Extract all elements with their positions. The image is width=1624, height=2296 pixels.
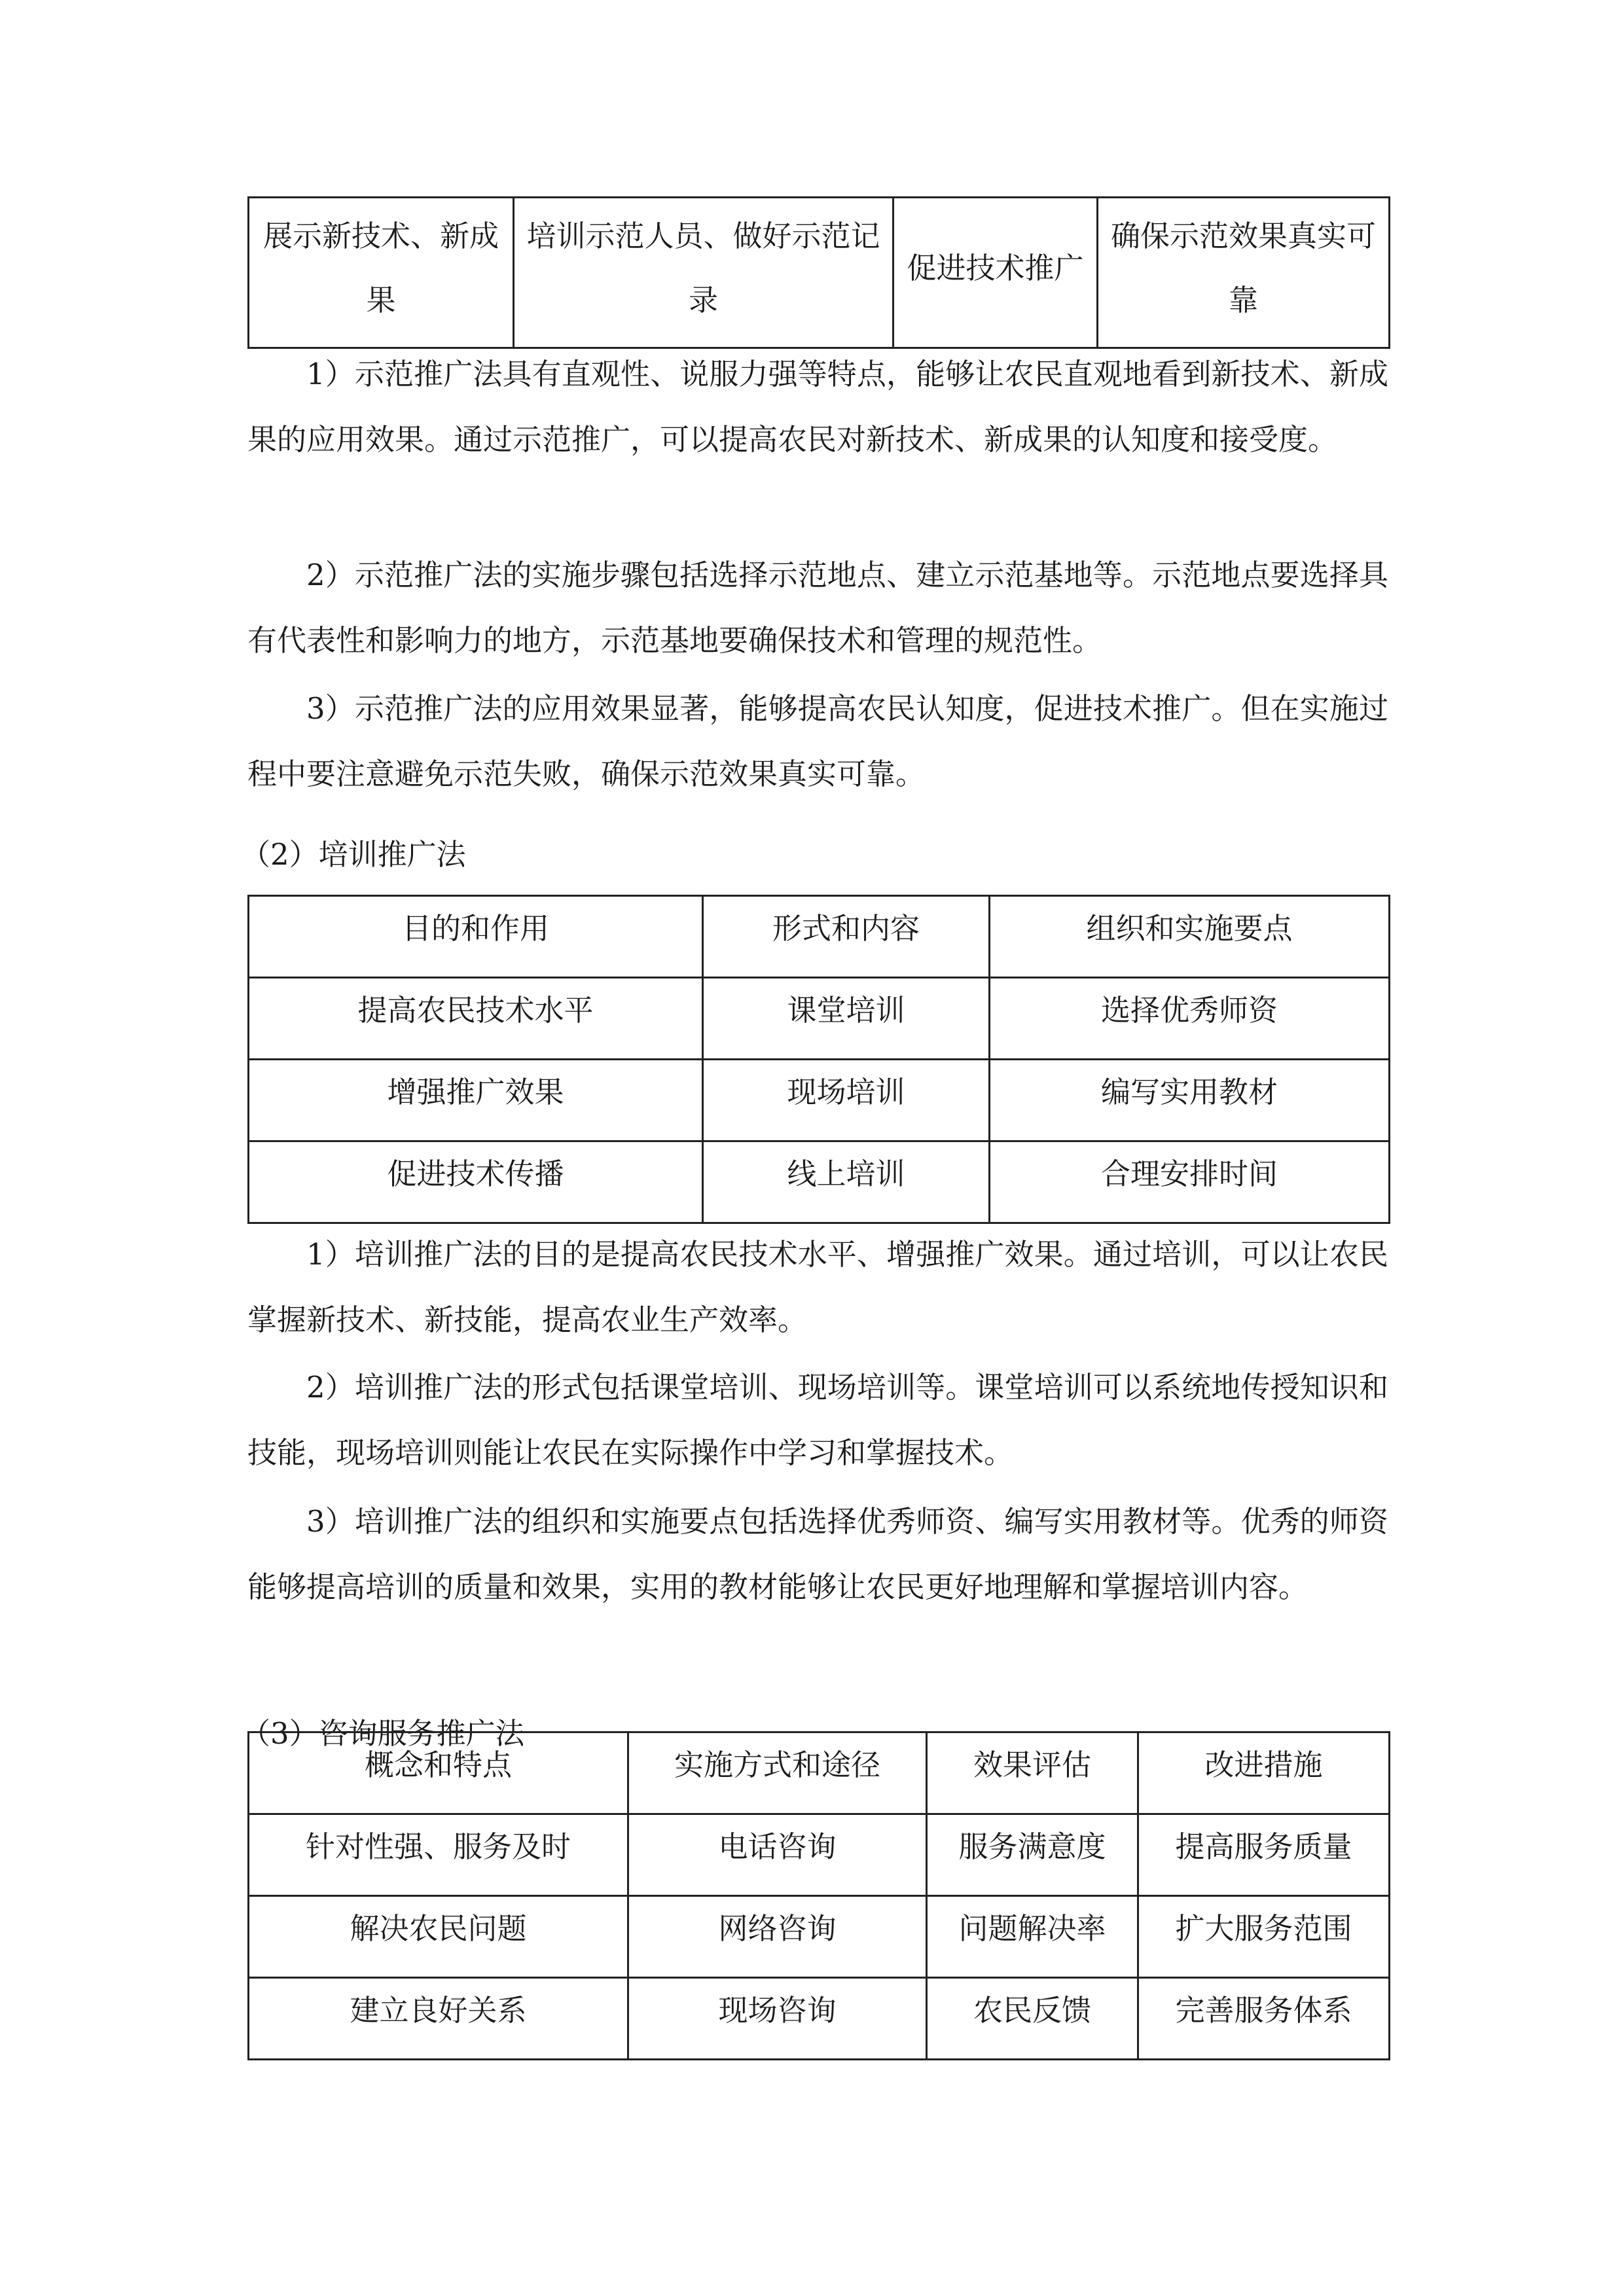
table-cell: 现场培训 — [703, 1060, 990, 1141]
table-cell: 提高服务质量 — [1138, 1814, 1390, 1896]
paragraph: 3）培训推广法的组织和实施要点包括选择优秀师资、编写实用教材等。优秀的师资能够提高培训的质量和效果，实用的教材能够让农民更好地理解和掌握培训内容。 — [247, 1504, 1388, 1604]
table-row — [249, 198, 1390, 348]
table-cell: 建立良好关系 — [249, 1978, 628, 2060]
table-cell: 扩大服务范围 — [1138, 1896, 1390, 1978]
table-cell: 服务满意度 — [927, 1814, 1138, 1896]
section-heading-training: （2）培训推广法 — [241, 837, 466, 872]
training-table — [247, 895, 1390, 1224]
table-row — [249, 978, 1390, 1060]
table-cell: 促进技术传播 — [249, 1141, 703, 1223]
paragraph: 2）培训推广法的形式包括课堂培训、现场培训等。课堂培训可以系统地传授知识和技能，现场培训则能让农民在实际操作中学习和掌握技术。 — [247, 1370, 1388, 1470]
table-cell: 增强推广效果 — [249, 1060, 703, 1141]
table-cell: 合理安排时间 — [990, 1141, 1390, 1223]
paragraph: 1）培训推广法的目的是提高农民技术水平、增强推广效果。通过培训，可以让农民掌握新技术、新技能，提高农业生产效率。 — [247, 1237, 1388, 1337]
table-row — [249, 1060, 1390, 1141]
table-cell: 编写实用教材 — [990, 1060, 1390, 1141]
column-header: 概念和特点 — [249, 1732, 628, 1814]
paragraph: 2）示范推广法的实施步骤包括选择示范地点、建立示范基地等。示范地点要选择具有代表性和影响力的地方，示范基地要确保技术和管理的规范性。 — [247, 558, 1388, 658]
table-cell: 完善服务体系 — [1138, 1978, 1390, 2060]
paragraph: 3）示范推广法的应用效果显著，能够提高农民认知度，促进技术推广。但在实施过程中要注意避免示范失败，确保示范效果真实可靠。 — [247, 691, 1388, 791]
column-header: 效果评估 — [927, 1732, 1138, 1814]
column-header: 实施方式和途径 — [628, 1732, 927, 1814]
column-header: 改进措施 — [1138, 1732, 1390, 1814]
table-cell: 提高农民技术水平 — [249, 978, 703, 1060]
table-cell: 课堂培训 — [703, 978, 990, 1060]
table-row — [249, 1978, 1390, 2060]
table-cell: 针对性强、服务及时 — [249, 1814, 628, 1896]
table-cell: 线上培训 — [703, 1141, 990, 1223]
table-cell: 电话咨询 — [628, 1814, 927, 1896]
table-cell: 促进技术推广 — [893, 198, 1098, 348]
table-cell: 选择优秀师资 — [990, 978, 1390, 1060]
table-cell: 网络咨询 — [628, 1896, 927, 1978]
section-heading-consulting: （3）咨询服务推广法 — [241, 1716, 525, 1751]
table-header-row — [249, 896, 1390, 978]
table-cell: 现场咨询 — [628, 1978, 927, 2060]
table-cell: 解决农民问题 — [249, 1896, 628, 1978]
table-row — [249, 1814, 1390, 1896]
table-cell: 展示新技术、新成果 — [249, 198, 514, 348]
table-row — [249, 1896, 1390, 1978]
table-cell: 农民反馈 — [927, 1978, 1138, 2060]
demo-table-continuation — [247, 196, 1390, 349]
table-cell: 问题解决率 — [927, 1896, 1138, 1978]
table-row — [249, 1141, 1390, 1223]
consulting-table — [247, 1731, 1390, 2060]
column-header: 形式和内容 — [703, 896, 990, 978]
table-cell: 培训示范人员、做好示范记录 — [514, 198, 893, 348]
column-header: 目的和作用 — [249, 896, 703, 978]
table-cell: 确保示范效果真实可靠 — [1098, 198, 1390, 348]
paragraph: 1）示范推广法具有直观性、说服力强等特点，能够让农民直观地看到新技术、新成果的应用效果。通过示范推广，可以提高农民对新技术、新成果的认知度和接受度。 — [247, 357, 1388, 457]
table-header-row — [249, 1732, 1390, 1814]
column-header: 组织和实施要点 — [990, 896, 1390, 978]
